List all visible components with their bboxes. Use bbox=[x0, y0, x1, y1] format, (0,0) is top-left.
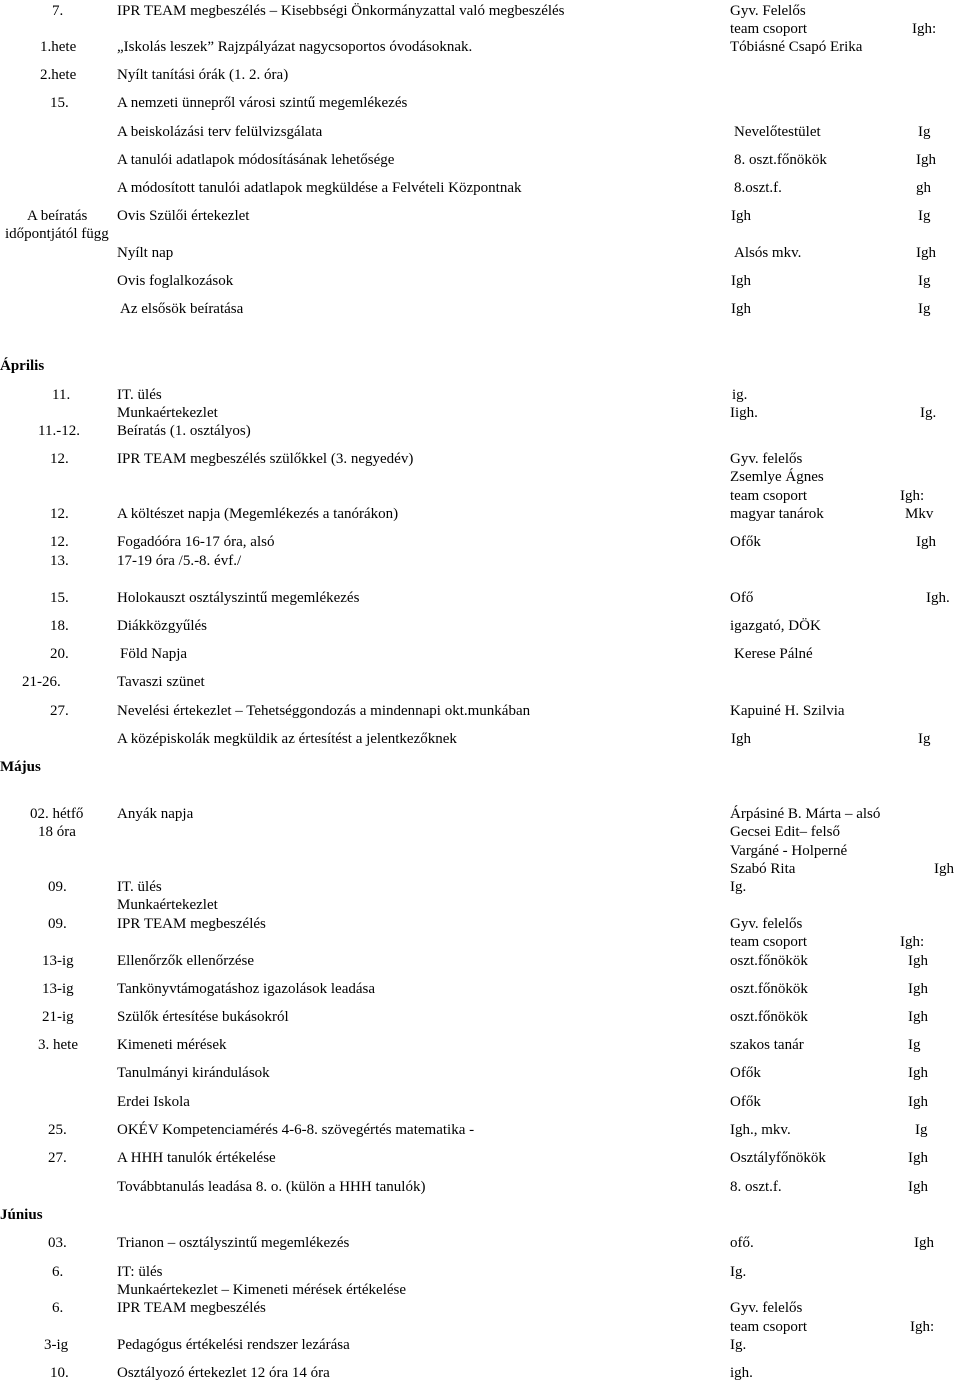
schedule-cell: Munkaértekezlet bbox=[117, 897, 218, 913]
schedule-cell: Pedagógus értékelési rendszer lezárása bbox=[117, 1337, 350, 1353]
schedule-cell: A beíratás bbox=[27, 208, 88, 224]
schedule-cell: Fogadóóra 16-17 óra, alsó bbox=[117, 534, 275, 550]
schedule-cell: 6. bbox=[52, 1300, 64, 1316]
schedule-cell: team csoport bbox=[730, 21, 808, 37]
schedule-cell: A középiskolák megküldik az értesítést a jelentkezőknek bbox=[117, 731, 457, 747]
schedule-cell: Nevelési értekezlet – Tehetséggondozás a mindennapi okt.munkában bbox=[117, 703, 531, 719]
schedule-cell: oszt.főnökök bbox=[730, 953, 808, 969]
schedule-cell: Vargáné - Holperné bbox=[730, 843, 848, 859]
schedule-cell: 25. bbox=[48, 1122, 67, 1138]
schedule-cell: Diákközgyűlés bbox=[117, 618, 207, 634]
schedule-cell: Igh., mkv. bbox=[730, 1122, 791, 1138]
schedule-cell: Gyv. Felelős bbox=[730, 3, 806, 19]
schedule-cell: Beíratás (1. osztályos) bbox=[117, 423, 251, 439]
schedule-cell: Igh bbox=[731, 731, 751, 747]
schedule-cell: OKÉV Kompetenciamérés 4-6-8. szövegértés matematika - bbox=[117, 1122, 475, 1138]
schedule-cell: Alsós mkv. bbox=[734, 245, 802, 261]
schedule-cell: IT. ülés bbox=[117, 387, 162, 403]
schedule-cell: Igh bbox=[934, 861, 954, 877]
schedule-cell: Ig bbox=[918, 208, 931, 224]
schedule-cell: gh bbox=[916, 180, 931, 196]
schedule-cell: Tankönyvtámogatáshoz igazolások leadása bbox=[117, 981, 376, 997]
month-heading: Április bbox=[0, 358, 45, 374]
schedule-cell: IPR TEAM megbeszélés bbox=[117, 1300, 266, 1316]
schedule-cell: Ig bbox=[915, 1122, 928, 1138]
schedule-cell: 12. bbox=[50, 534, 69, 550]
schedule-cell: Igh bbox=[908, 953, 928, 969]
schedule-cell: A nemzeti ünnepről városi szintű megemlékezés bbox=[117, 95, 408, 111]
schedule-cell: 11.-12. bbox=[38, 423, 80, 439]
schedule-cell: időpontjától függ bbox=[5, 226, 109, 242]
schedule-cell: 8. oszt.f. bbox=[730, 1179, 782, 1195]
schedule-cell: Erdei Iskola bbox=[117, 1094, 190, 1110]
schedule-cell: Igh bbox=[908, 981, 928, 997]
schedule-cell: Anyák napja bbox=[117, 806, 194, 822]
schedule-cell: Munkaértekezlet bbox=[117, 405, 218, 421]
schedule-cell: Ofő bbox=[730, 590, 754, 606]
schedule-cell: 09. bbox=[48, 879, 67, 895]
schedule-cell: Föld Napja bbox=[120, 646, 188, 662]
schedule-cell: Trianon – osztályszintű megemlékezés bbox=[117, 1235, 350, 1251]
schedule-cell: Osztályfőnökök bbox=[730, 1150, 826, 1166]
schedule-cell: 15. bbox=[50, 590, 69, 606]
schedule-cell: Holokauszt osztályszintű megemlékezés bbox=[117, 590, 360, 606]
schedule-cell: Ofők bbox=[730, 1094, 761, 1110]
schedule-cell: A tanulói adatlapok módosításának lehetősége bbox=[117, 152, 395, 168]
schedule-cell: Igh bbox=[908, 1094, 928, 1110]
schedule-cell: Gyv. felelős bbox=[730, 1300, 803, 1316]
schedule-cell: 8.oszt.f. bbox=[734, 180, 782, 196]
schedule-cell: 21-26. bbox=[22, 674, 61, 690]
schedule-cell: magyar tanárok bbox=[730, 506, 824, 522]
schedule-cell: oszt.főnökök bbox=[730, 981, 808, 997]
schedule-cell: Osztályozó értekezlet 12 óra 14 óra bbox=[117, 1365, 330, 1381]
schedule-cell: 18. bbox=[50, 618, 69, 634]
schedule-cell: 13-ig bbox=[42, 981, 74, 997]
schedule-cell: Igh bbox=[908, 1179, 928, 1195]
schedule-cell: Ig. bbox=[730, 1264, 747, 1280]
schedule-cell: Szülők értesítése bukásokról bbox=[117, 1009, 289, 1025]
schedule-cell: Igh bbox=[908, 1150, 928, 1166]
month-heading: Május bbox=[0, 759, 41, 775]
schedule-cell: IPR TEAM megbeszélés bbox=[117, 916, 266, 932]
schedule-cell: team csoport bbox=[730, 934, 808, 950]
schedule-cell: Kapuiné H. Szilvia bbox=[730, 703, 845, 719]
schedule-cell: ofő. bbox=[730, 1235, 754, 1251]
schedule-cell: Gyv. felelős bbox=[730, 451, 803, 467]
schedule-cell: Árpásiné B. Márta – alsó bbox=[730, 806, 881, 822]
schedule-cell: ig. bbox=[732, 387, 748, 403]
schedule-cell: IPR TEAM megbeszélés szülőkkel (3. negyedév) bbox=[117, 451, 414, 467]
schedule-cell: Igh bbox=[916, 534, 936, 550]
schedule-cell: Igh bbox=[908, 1065, 928, 1081]
schedule-cell: 3. hete bbox=[38, 1037, 78, 1053]
schedule-cell: Ig bbox=[918, 273, 931, 289]
schedule-cell: szakos tanár bbox=[730, 1037, 804, 1053]
schedule-cell: Szabó Rita bbox=[730, 861, 796, 877]
schedule-cell: 7. bbox=[52, 3, 64, 19]
schedule-cell: 12. bbox=[50, 451, 69, 467]
schedule-cell: 2.hete bbox=[40, 67, 77, 83]
schedule-cell: Iigh. bbox=[730, 405, 758, 421]
schedule-cell: Ovis foglalkozások bbox=[117, 273, 234, 289]
schedule-cell: Nyílt tanítási órák (1. 2. óra) bbox=[117, 67, 289, 83]
schedule-cell: Nyílt nap bbox=[117, 245, 174, 261]
schedule-cell: igazgató, DÖK bbox=[730, 618, 821, 634]
schedule-cell: Az elsősök beíratása bbox=[120, 301, 244, 317]
schedule-cell: Igh: bbox=[900, 488, 925, 504]
schedule-cell: IT. ülés bbox=[117, 879, 162, 895]
schedule-cell: Zsemlye Ágnes bbox=[730, 469, 824, 485]
schedule-cell: 27. bbox=[48, 1150, 67, 1166]
schedule-cell: Ig bbox=[918, 731, 931, 747]
schedule-cell: Munkaértekezlet – Kimeneti mérések értékelése bbox=[117, 1282, 407, 1298]
schedule-cell: Igh bbox=[914, 1235, 934, 1251]
schedule-cell: Ig bbox=[908, 1037, 921, 1053]
schedule-cell: 21-ig bbox=[42, 1009, 74, 1025]
schedule-cell: Ig. bbox=[730, 879, 747, 895]
schedule-cell: IPR TEAM megbeszélés – Kisebbségi Önkormányzattal való megbeszélés bbox=[117, 3, 565, 19]
schedule-cell: team csoport bbox=[730, 1319, 808, 1335]
schedule-cell: Gecsei Edit– felső bbox=[730, 824, 840, 840]
schedule-cell: 27. bbox=[50, 703, 69, 719]
schedule-cell: Ig. bbox=[730, 1337, 747, 1353]
schedule-cell: Továbbtanulás leadása 8. o. (külön a HHH tanulók) bbox=[117, 1179, 426, 1195]
schedule-cell: 8. oszt.főnökök bbox=[734, 152, 827, 168]
schedule-cell: Igh bbox=[916, 245, 936, 261]
schedule-cell: team csoport bbox=[730, 488, 808, 504]
schedule-cell: 13. bbox=[50, 553, 69, 569]
schedule-cell: 12. bbox=[50, 506, 69, 522]
schedule-cell: Ofők bbox=[730, 534, 761, 550]
schedule-cell: 13-ig bbox=[42, 953, 74, 969]
schedule-cell: Nevelőtestület bbox=[734, 124, 821, 140]
schedule-cell: 1.hete bbox=[40, 39, 77, 55]
schedule-cell: 15. bbox=[50, 95, 69, 111]
schedule-cell: Igh bbox=[731, 273, 751, 289]
schedule-cell: Igh: bbox=[900, 934, 925, 950]
schedule-cell: Kerese Pálné bbox=[734, 646, 813, 662]
schedule-cell: Ofők bbox=[730, 1065, 761, 1081]
schedule-cell: 20. bbox=[50, 646, 69, 662]
schedule-cell: 6. bbox=[52, 1264, 64, 1280]
schedule-cell: IT: ülés bbox=[117, 1264, 163, 1280]
schedule-cell: Ovis Szülői értekezlet bbox=[117, 208, 250, 224]
schedule-cell: Tanulmányi kirándulások bbox=[117, 1065, 270, 1081]
schedule-cell: Igh: bbox=[912, 21, 937, 37]
schedule-cell: 3-ig bbox=[44, 1337, 69, 1353]
schedule-cell: 18 óra bbox=[38, 824, 76, 840]
month-heading: Június bbox=[0, 1207, 43, 1223]
schedule-cell: Igh bbox=[731, 208, 751, 224]
schedule-cell: Mkv bbox=[905, 506, 934, 522]
schedule-cell: A beiskolázási terv felülvizsgálata bbox=[117, 124, 323, 140]
schedule-cell: Tóbiásné Csapó Erika bbox=[730, 39, 863, 55]
schedule-cell: Gyv. felelős bbox=[730, 916, 803, 932]
schedule-cell: Tavaszi szünet bbox=[117, 674, 205, 690]
schedule-cell: Igh bbox=[916, 152, 936, 168]
schedule-cell: „Iskolás leszek” Rajzpályázat nagycsoportos óvodásoknak. bbox=[117, 39, 473, 55]
schedule-cell: igh. bbox=[730, 1365, 753, 1381]
schedule-cell: Igh bbox=[731, 301, 751, 317]
schedule-cell: A költészet napja (Megemlékezés a tanórákon) bbox=[117, 506, 399, 522]
schedule-cell: 03. bbox=[48, 1235, 67, 1251]
schedule-cell: Igh bbox=[908, 1009, 928, 1025]
schedule-cell: oszt.főnökök bbox=[730, 1009, 808, 1025]
schedule-cell: Ellenőrzők ellenőrzése bbox=[117, 953, 255, 969]
schedule-cell: Igh: bbox=[910, 1319, 935, 1335]
schedule-cell: Kimeneti mérések bbox=[117, 1037, 227, 1053]
schedule-cell: A módosított tanulói adatlapok megküldése a Felvételi Központnak bbox=[117, 180, 522, 196]
schedule-cell: Ig. bbox=[920, 405, 937, 421]
schedule-cell: 10. bbox=[50, 1365, 69, 1381]
schedule-cell: 11. bbox=[52, 387, 71, 403]
schedule-cell: Ig bbox=[918, 301, 931, 317]
schedule-cell: A HHH tanulók értékelése bbox=[117, 1150, 276, 1166]
schedule-cell: Igh. bbox=[926, 590, 950, 606]
schedule-cell: 09. bbox=[48, 916, 67, 932]
schedule-cell: Ig bbox=[918, 124, 931, 140]
schedule-cell: 02. hétfő bbox=[30, 806, 84, 822]
schedule-cell: 17-19 óra /5.-8. évf./ bbox=[117, 553, 242, 569]
